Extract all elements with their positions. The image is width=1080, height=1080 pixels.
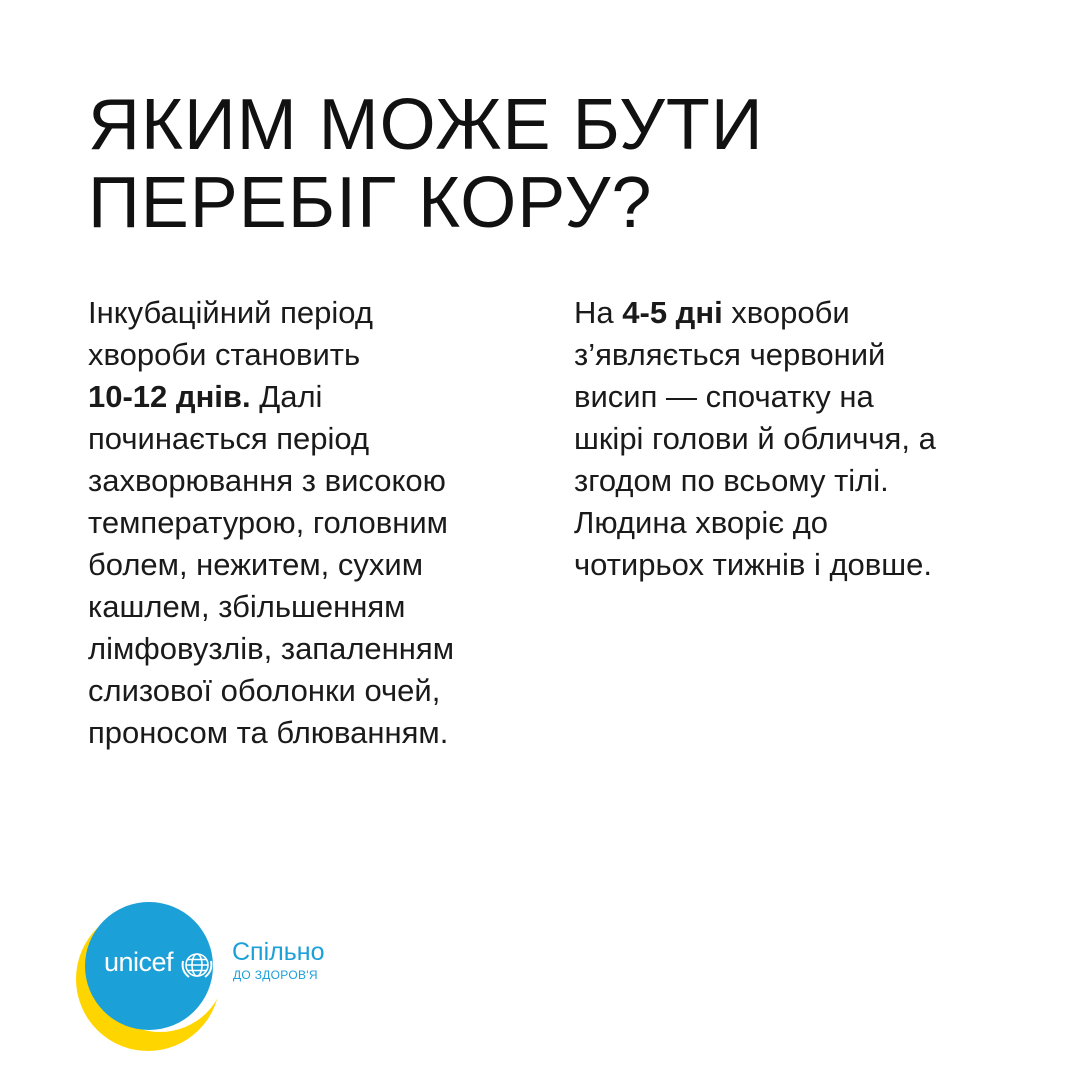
- text-line: [88, 376, 454, 418]
- text-line: кашлем, збільшенням: [88, 589, 406, 624]
- text-line: слизової оболонки очей,: [88, 673, 441, 708]
- text-fragment: Далі: [250, 379, 323, 414]
- brand-title: Спільно: [232, 938, 325, 966]
- text-line: чотирьох тижнів і довше.: [574, 547, 932, 582]
- text-line: захворювання з високою: [88, 463, 446, 498]
- text-line: болем, нежитем, сухим: [88, 547, 424, 582]
- text-line: згодом по всьому тілі.: [574, 463, 889, 498]
- text-line: хвороби становить: [88, 337, 361, 372]
- text-line: проносом та блюванням.: [88, 715, 449, 750]
- text-line: температурою, головним: [88, 505, 448, 540]
- brand-subtitle: ДО ЗДОРОВ'Я: [233, 968, 318, 982]
- unicef-wordmark: unicef: [104, 947, 174, 977]
- title-line-1: ЯКИМ МОЖЕ БУТИ: [88, 85, 764, 165]
- text-fragment: На: [574, 295, 623, 330]
- incubation-days-highlight: 10-12 днів.: [88, 379, 251, 414]
- incubation-text: [88, 292, 454, 754]
- unicef-logo: [76, 886, 356, 1066]
- text-line: шкірі голови й обличчя, а: [574, 421, 936, 456]
- text-line: Інкубаційний період: [88, 295, 373, 330]
- title-line-2: ПЕРЕБІГ КОРУ?: [88, 163, 653, 243]
- text-line: лімфовузлів, запаленням: [88, 631, 455, 666]
- text-line: висип — спочатку на: [574, 379, 874, 414]
- rash-text: [574, 292, 936, 586]
- text-line: Людина хворіє до: [574, 505, 829, 540]
- text-line: починається період: [88, 421, 370, 456]
- text-fragment: хвороби: [722, 295, 850, 330]
- page-title: [88, 86, 764, 242]
- rash-days-highlight: 4-5 дні: [622, 295, 723, 330]
- text-line: з’являється червоний: [574, 337, 886, 372]
- text-line: [574, 292, 936, 334]
